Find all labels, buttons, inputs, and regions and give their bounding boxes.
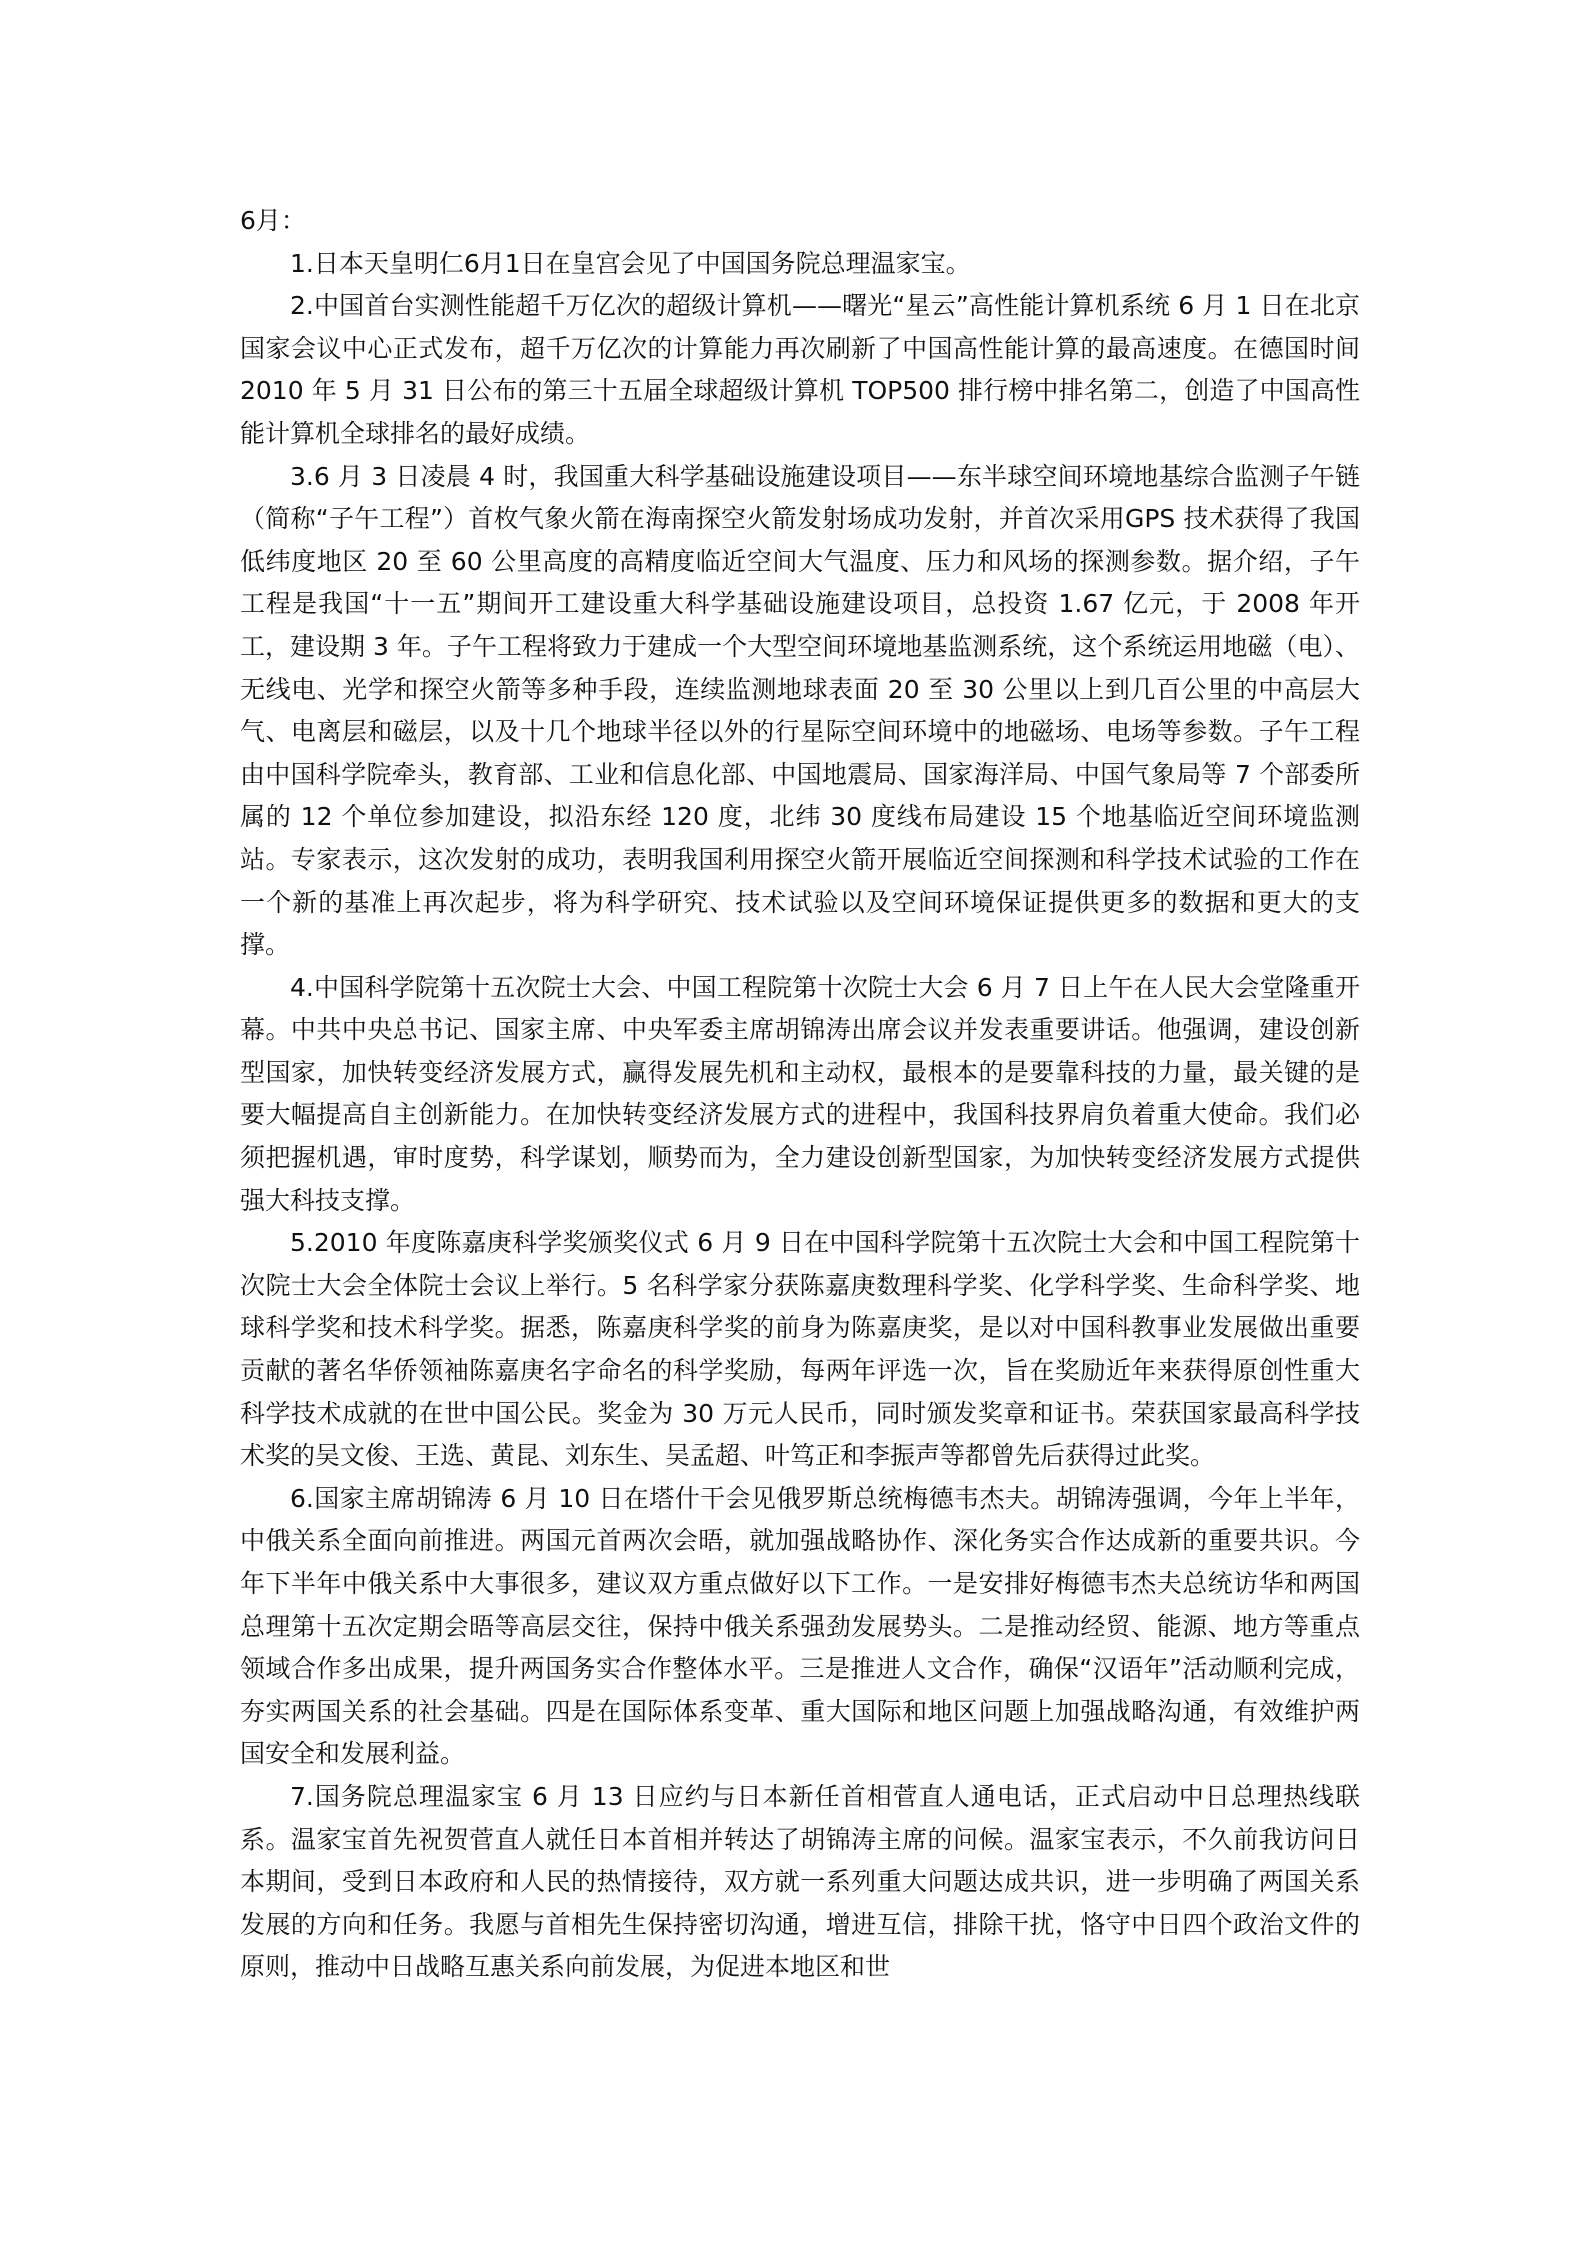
paragraph-2: 2.中国首台实测性能超千万亿次的超级计算机——曙光“星云”高性能计算机系统 6 月 1 日在北京国家会议中心正式发布，超千万亿次的计算能力再次刷新了中国高性能计算的最高速度。在德国时间 2010 年 5 月 31 日公布的第三十五届全球超级计算机 TOP500 排行榜中排名第二，创造了中国高性能计算机全球排名的最好成绩。 — [240, 291, 1360, 448]
paragraph-4: 4.中国科学院第十五次院士大会、中国工程院第十次院士大会 6 月 7 日上午在人民大会堂隆重开幕。中共中央总书记、国家主席、中央军委主席胡锦涛出席会议并发表重要讲话。他强调，建设创新型国家，加快转变经济发展方式，赢得发展先机和主动权，最根本的是要靠科技的力量，最关键的是要大幅提高自主创新能力。在加快转变经济发展方式的进程中，我国科技界肩负着重大使命。我们必须把握机遇，审时度势，科学谋划，顺势而为，全力建设创新型国家，为加快转变经济发展方式提供强大科技支撑。 — [240, 972, 1360, 1215]
paragraph-6: 6.国家主席胡锦涛 6 月 10 日在塔什干会见俄罗斯总统梅德韦杰夫。胡锦涛强调，今年上半年，中俄关系全面向前推进。两国元首两次会晤，就加强战略协作、深化务实合作达成新的重要共识。今年下半年中俄关系中大事很多，建议双方重点做好以下工作。一是安排好梅德韦杰夫总统访华和两国总理第十五次定期会晤等高层交往，保持中俄关系强劲发展势头。二是推动经贸、能源、地方等重点领域合作多出成果，提升两国务实合作整体水平。三是推进人文合作，确保“汉语年”活动顺利完成，夯实两国关系的社会基础。四是在国际体系变革、重大国际和地区问题上加强战略沟通，有效维护两国安全和发展利益。 — [240, 1483, 1360, 1769]
paragraph-5: 5.2010 年度陈嘉庚科学奖颁奖仪式 6 月 9 日在中国科学院第十五次院士大会和中国工程院第十次院士大会全体院士会议上举行。5 名科学家分获陈嘉庚数理科学奖、化学科学奖、生命科学奖、地球科学奖和技术科学奖。据悉，陈嘉庚科学奖的前身为陈嘉庚奖，是以对中国科教事业发展做出重要贡献的著名华侨领袖陈嘉庚名字命名的科学奖励，每两年评选一次，旨在奖励近年来获得原创性重大科学技术成就的在世中国公民。奖金为 30 万元人民币，同时颁发奖章和证书。荣获国家最高科学技术奖的吴文俊、王选、黄昆、刘东生、吴孟超、叶笃正和李振声等都曾先后获得过此奖。 — [240, 1228, 1360, 1471]
paragraph-1: 1.日本天皇明仁6月1日在皇宫会见了中国国务院总理温家宝。 — [290, 248, 971, 278]
paragraph-7: 7.国务院总理温家宝 6 月 13 日应约与日本新任首相菅直人通电话，正式启动中日总理热线联系。温家宝首先祝贺菅直人就任日本首相并转达了胡锦涛主席的问候。温家宝表示，不久前我访问日本期间，受到日本政府和人民的热情接待，双方就一系列重大问题达成共识，进一步明确了两国关系发展的方向和任务。我愿与首相先生保持密切沟通，增进互信，排除干扰，恪守中日四个政治文件的原则，推动中日战略互惠关系向前发展，为促进本地区和世 — [240, 1781, 1360, 1982]
paragraph-3: 3.6 月 3 日凌晨 4 时，我国重大科学基础设施建设项目——东半球空间环境地基综合监测子午链（简称“子午工程”）首枚气象火箭在海南探空火箭发射场成功发射，并首次采用GPS 技术获得了我国低纬度地区 20 至 60 公里高度的高精度临近空间大气温度、压力和风场的探测参数。据介绍，子午工程是我国“十一五”期间开工建设重大科学基础设施建设项目，总投资 1.67 亿元，于 2008 年开工，建设期 3 年。子午工程将致力于建成一个大型空间环境地基监测系统，这个系统运用地磁（电）、无线电、光学和探空火箭等多种手段，连续监测地球表面 20 至 30 公里以上到几百公里的中高层大气、电离层和磁层，以及十几个地球半径以外的行星际空间环境中的地磁场、电场等参数。子午工程由中国科学院牵头，教育部、工业和信息化部、中国地震局、国家海洋局、中国气象局等 7 个部委所属的 12 个单位参加建设，拟沿东经 120 度，北纬 30 度线布局建设 15 个地基临近空间环境监测站。专家表示，这次发射的成功，表明我国利用探空火箭开展临近空间探测和科学技术试验的工作在一个新的基准上再次起步，将为科学研究、技术试验以及空间环境保证提供更多的数据和更大的支撑。 — [240, 461, 1360, 960]
document-body — [240, 200, 1360, 1989]
month-heading: 6月： — [240, 206, 306, 235]
